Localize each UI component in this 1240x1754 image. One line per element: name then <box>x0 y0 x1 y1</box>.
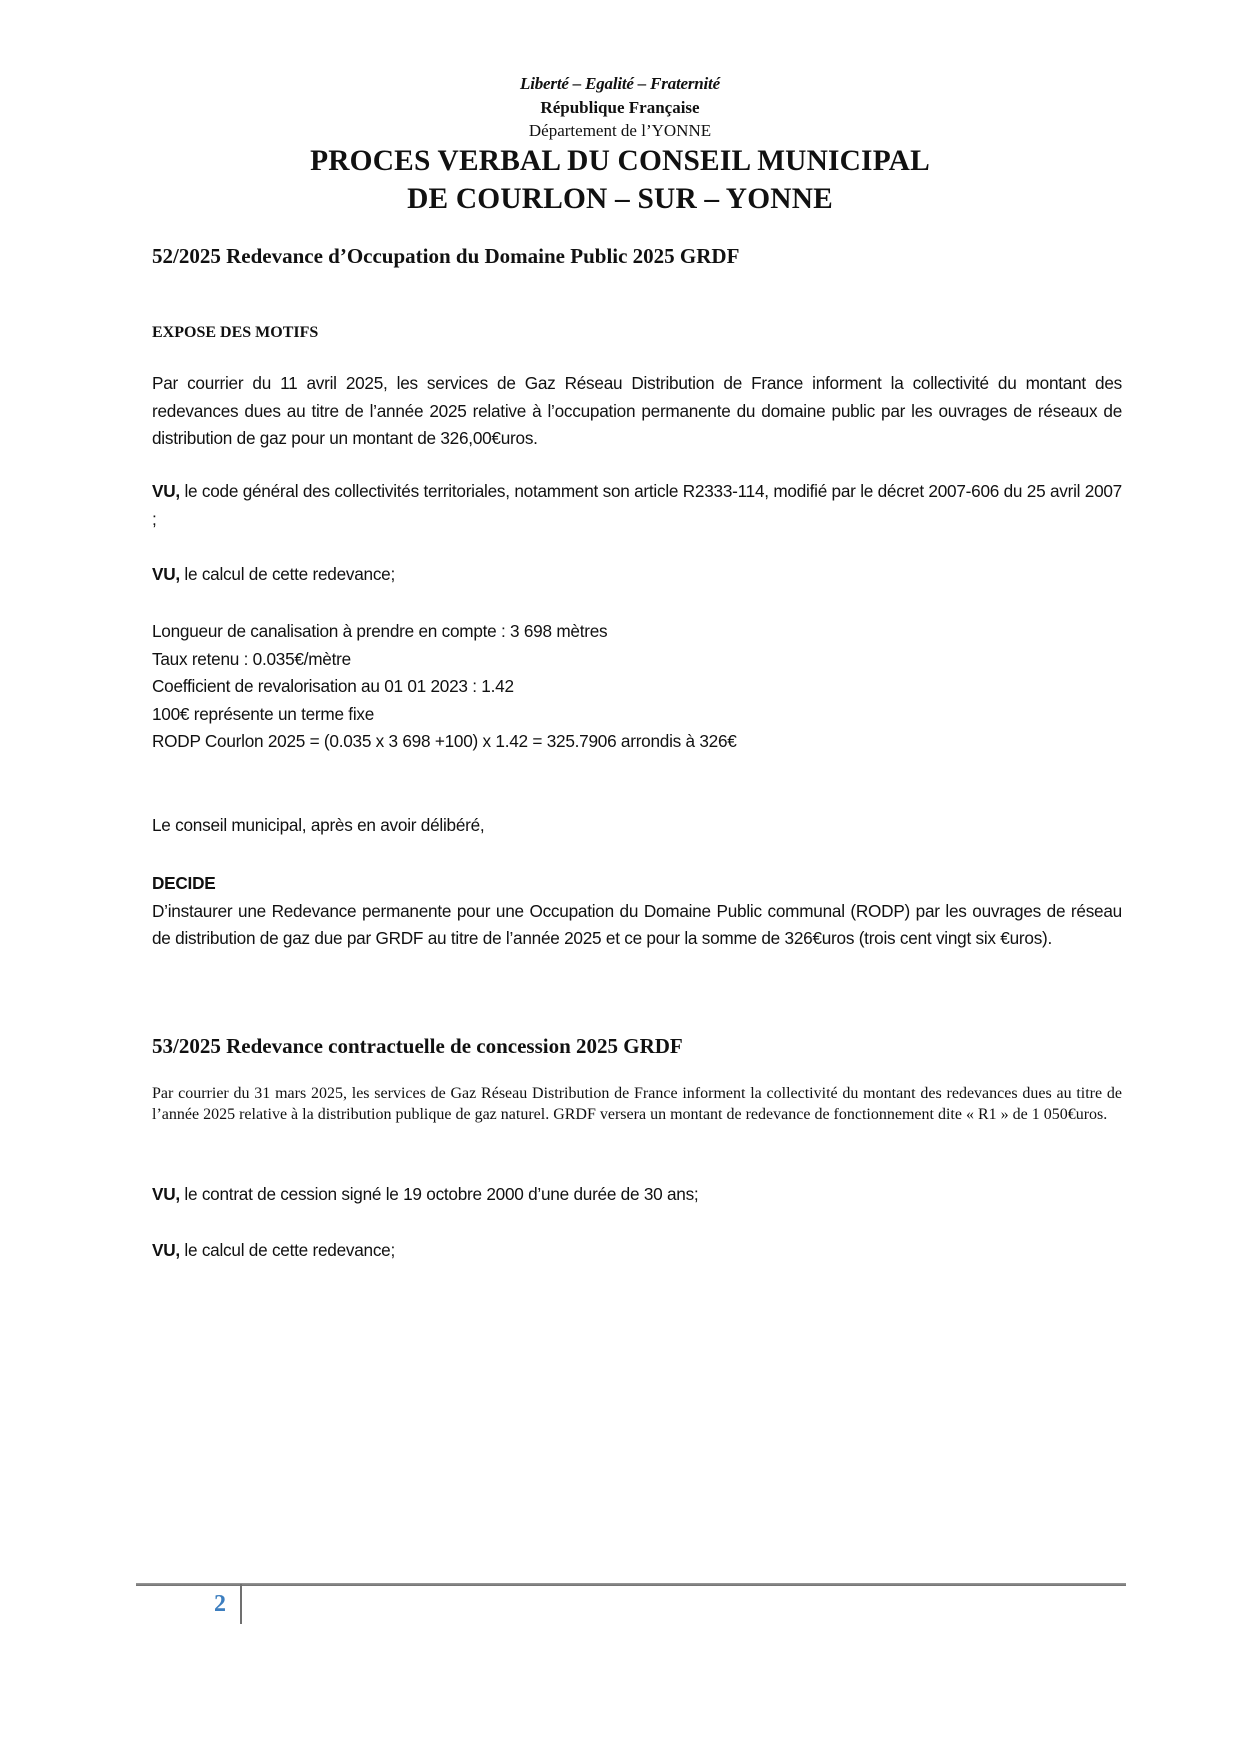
vu-label: VU, <box>152 1184 180 1204</box>
expose-heading: EXPOSE DES MOTIFS <box>152 324 319 341</box>
calc-line-fixed-term: 100€ représente un terme fixe <box>152 703 375 724</box>
section-53-intro: Par courrier du 31 mars 2025, les services de Gaz Réseau Distribution de France informent la collectivité du montant des redevances dues au titre de l’année 2025 relative à la distribution publique de gaz naturel. GRDF versera un montant de redevance de fonctionnement dite « R1 » de 1 050€uros. <box>152 1085 1122 1123</box>
document-header <box>0 72 1240 218</box>
calc-line-coefficient: Coefficient de revalorisation au 01 01 2023 : 1.42 <box>152 676 514 696</box>
section-53-intro-wrap <box>152 1083 1122 1125</box>
deliberation-statement: Le conseil municipal, après en avoir délibéré, <box>152 815 485 835</box>
section-52-title: 52/2025 Redevance d’Occupation du Domaine Public 2025 GRDF <box>152 244 740 268</box>
republic-name: République Française <box>540 98 700 117</box>
vu-text: le code général des collectivités territoriales, notamment son article R2333-114, modifié par le décret 2007-606 du 25 avril 2007 ; <box>152 481 1122 529</box>
national-motto: Liberté – Egalité – Fraternité <box>520 74 720 93</box>
vu-label: VU, <box>152 564 180 584</box>
document-title-line-1: PROCES VERBAL DU CONSEIL MUNICIPAL <box>310 144 930 177</box>
vu-label: VU, <box>152 1240 180 1260</box>
calc-line-formula: RODP Courlon 2025 = (0.035 x 3 698 +100) x 1.42 = 325.7906 arrondis à 326€ <box>152 731 737 751</box>
section-53-vu-1 <box>152 1181 1122 1209</box>
section-52-intro: Par courrier du 11 avril 2025, les services de Gaz Réseau Distribution de France informent la collectivité du montant des redevances dues au titre de l’année 2025 relative à l’occupation permanente du domaine public par les ouvrages de réseaux de distribution de gaz pour un montant de 326,00€uros. <box>152 373 1122 448</box>
decision-block <box>152 870 1122 953</box>
vu-text: le calcul de cette redevance; <box>179 1240 396 1260</box>
section-52-intro-wrap <box>152 370 1122 453</box>
department-name: Département de l’YONNE <box>528 121 712 140</box>
vu-label: VU, <box>152 481 180 501</box>
calculation-block <box>152 618 1122 756</box>
footer-divider <box>136 1583 1126 1586</box>
section-53 <box>152 1032 1122 1060</box>
decide-heading: DECIDE <box>152 873 216 893</box>
section-53-vu-2 <box>152 1237 1122 1265</box>
calc-line-rate: Taux retenu : 0.035€/mètre <box>152 648 351 669</box>
section-53-title: 53/2025 Redevance contractuelle de concession 2025 GRDF <box>152 1034 683 1058</box>
footer-page-separator <box>240 1584 242 1624</box>
document-title-line-2: DE COURLON – SUR – YONNE <box>407 182 833 215</box>
calc-line-length: Longueur de canalisation à prendre en compte : 3 698 mètres <box>152 621 608 641</box>
vu-text: le contrat de cession signé le 19 octobre 2000 d’une durée de 30 ans; <box>179 1184 699 1204</box>
section-52-vu-1 <box>152 478 1122 533</box>
vu-text: le calcul de cette redevance; <box>179 564 396 584</box>
section-52-vu-2 <box>152 561 1122 589</box>
deliberation-wrap <box>152 812 1122 840</box>
section-52 <box>152 242 1122 270</box>
expose-heading-wrap <box>152 322 1122 344</box>
page-number: 2 <box>214 1591 226 1617</box>
decision-text: D’instaurer une Redevance permanente pour une Occupation du Domaine Public communal (RODP) par les ouvrages de réseau de distribution de gaz due par GRDF au titre de l’année 2025 et ce pour la somme de 326€uros (trois cent vingt six €uros). <box>152 900 1122 948</box>
